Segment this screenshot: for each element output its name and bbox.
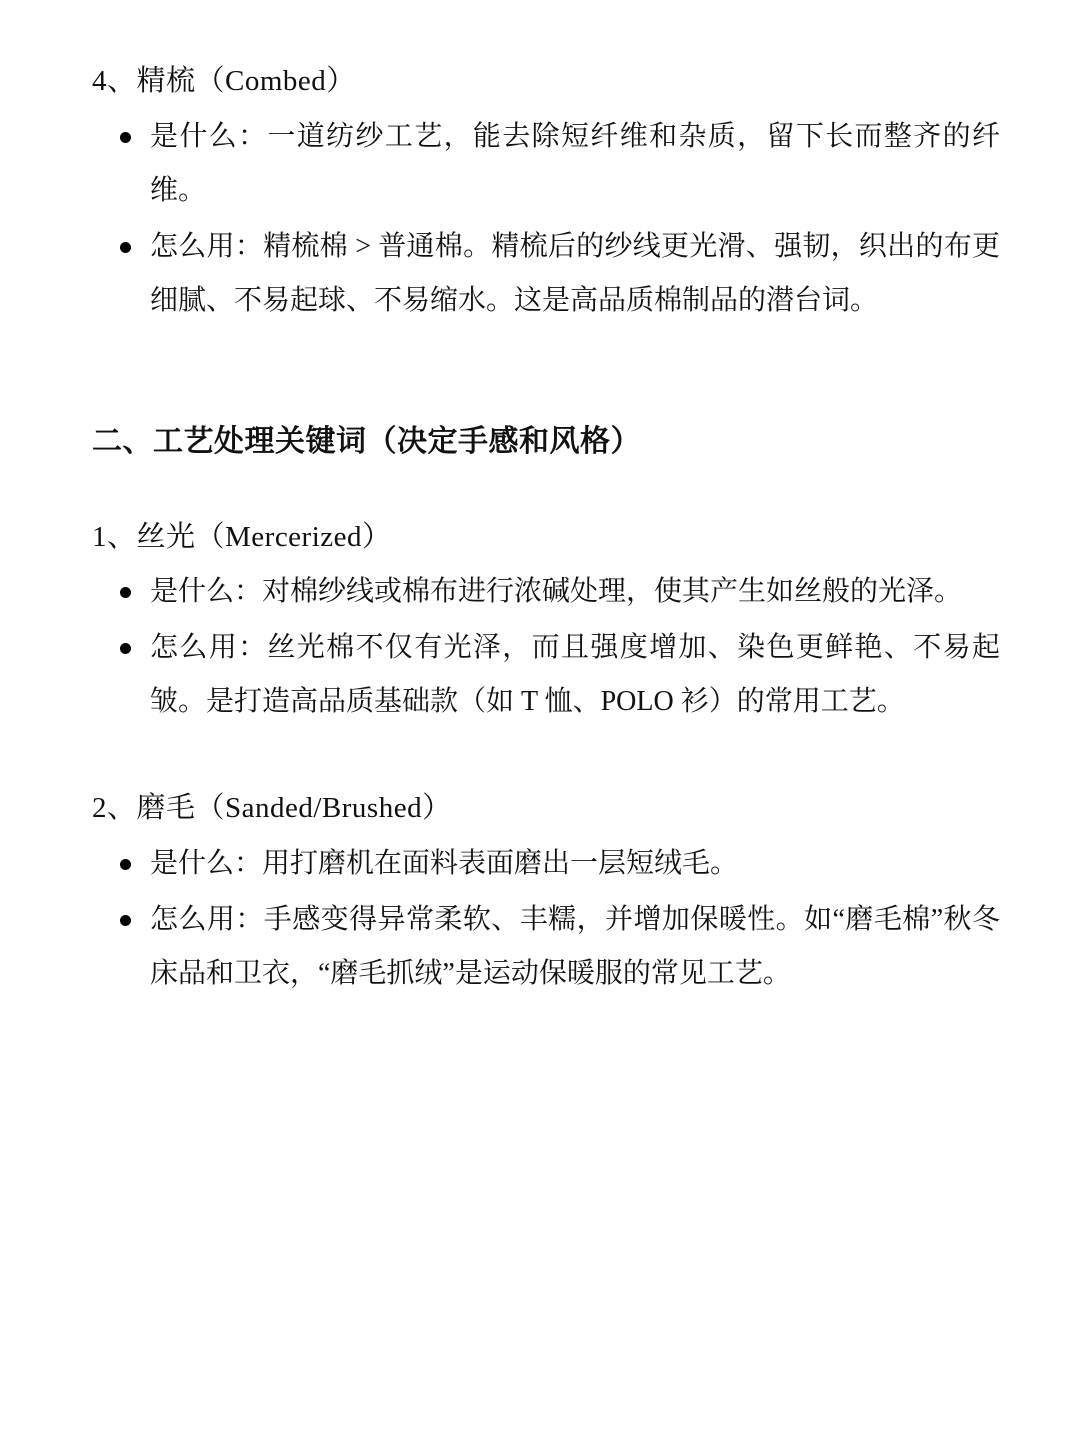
list-item: 怎么用：丝光棉不仅有光泽，而且强度增加、染色更鲜艳、不易起皱。是打造高品质基础款（如 T 恤、POLO 衫）的常用工艺。 [92, 621, 1000, 729]
list-item: 怎么用：手感变得异常柔软、丰糯，并增加保暖性。如“磨毛棉”秋冬床品和卫衣，“磨毛抓绒”是运动保暖服的常见工艺。 [92, 893, 1000, 1001]
heading-sanded: 2、磨毛（Sanded/Brushed） [92, 792, 452, 825]
spacer [92, 330, 1000, 416]
heading-combed: 4、精梳（Combed） [92, 65, 356, 97]
heading-mercerized: 1、丝光（Mercerized） [92, 520, 392, 553]
bullet-list-sanded [92, 837, 1000, 1001]
spacer [92, 731, 1000, 787]
bullet-list-combed [92, 110, 1000, 328]
spacer [92, 460, 1000, 516]
section-heading-two [92, 416, 1000, 460]
list-item: 是什么：一道纺纱工艺，能去除短纤维和杂质，留下长而整齐的纤维。 [92, 110, 1000, 218]
list-item: 怎么用：精梳棉 > 普通棉。精梳后的纱线更光滑、强韧，织出的布更细腻、不易起球、不易缩水。这是高品质棉制品的潜台词。 [92, 220, 1000, 328]
section-mercerized [92, 516, 1000, 730]
section-sanded [92, 787, 1000, 1001]
list-item: 是什么：用打磨机在面料表面磨出一层短绒毛。 [92, 837, 1000, 891]
page-section-title: 二、工艺处理关键词（决定手感和风格） [92, 424, 641, 458]
bullet-list-mercerized [92, 565, 1000, 729]
list-item: 是什么：对棉纱线或棉布进行浓碱处理，使其产生如丝般的光泽。 [92, 565, 1000, 619]
section-combed [92, 60, 1000, 328]
